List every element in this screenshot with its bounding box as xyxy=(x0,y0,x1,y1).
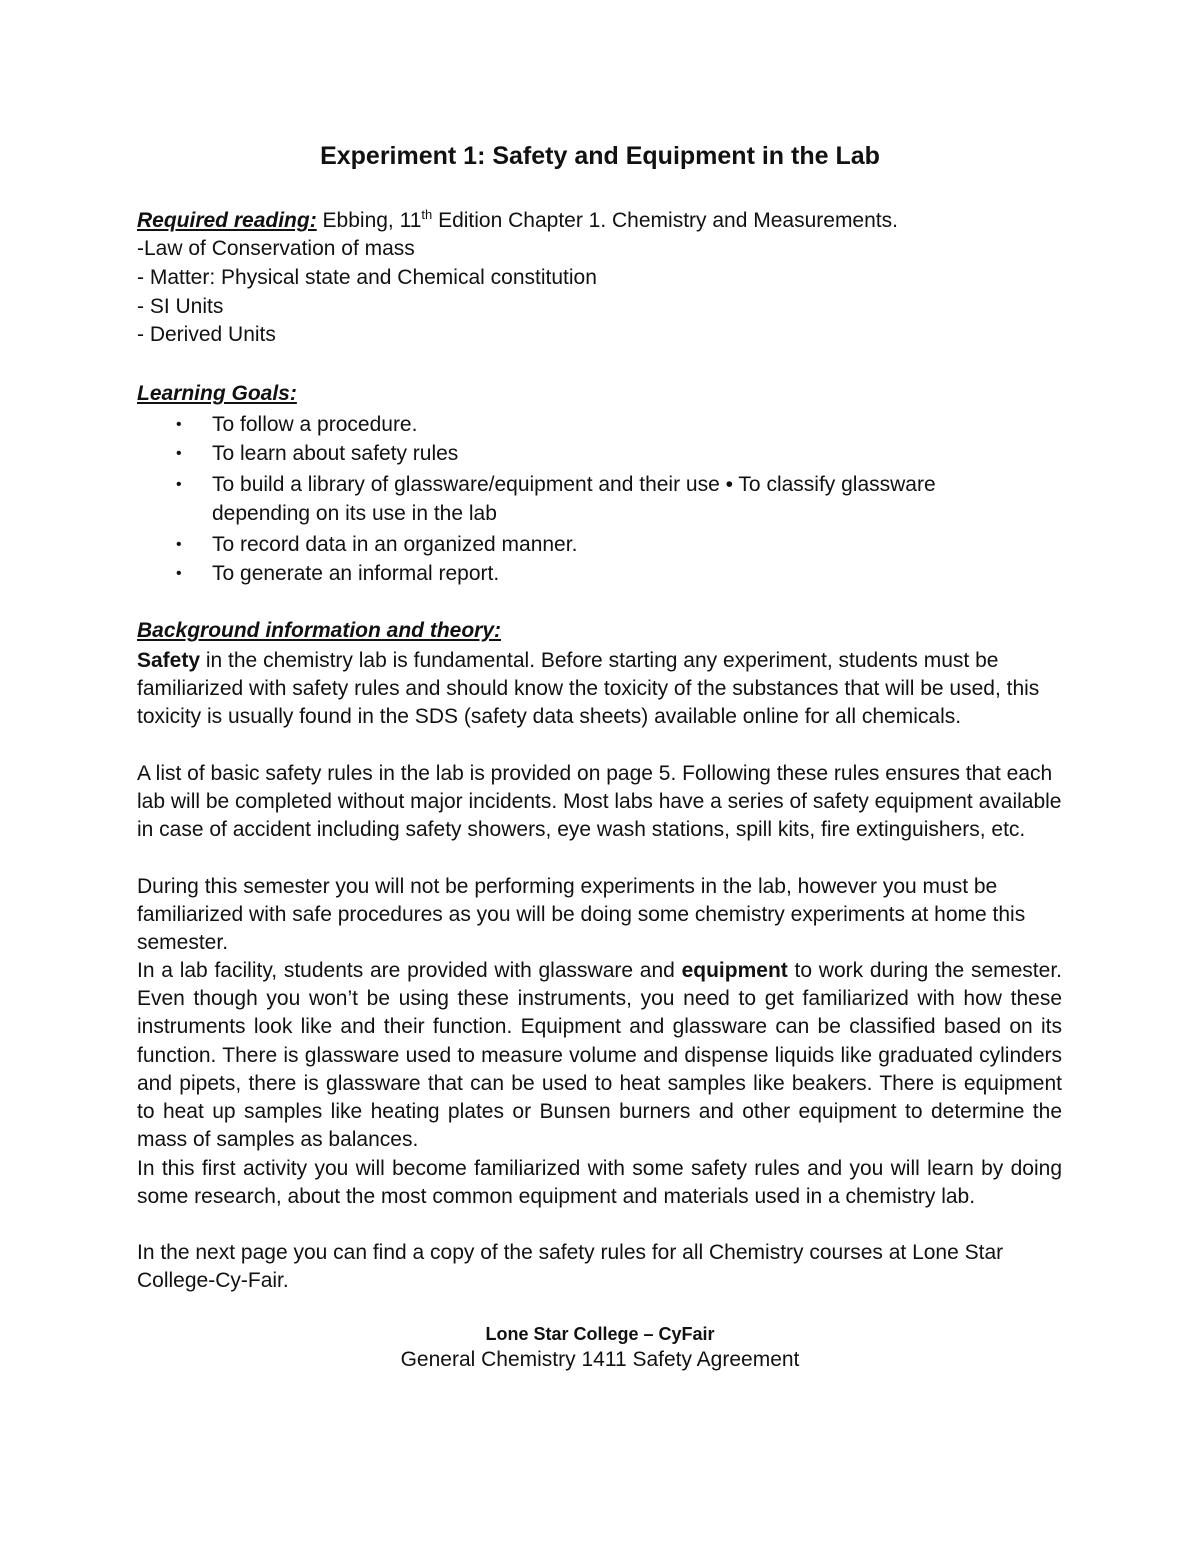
paragraph-text: in the chemistry lab is fundamental. Before starting any experiment, students must be familiarized with safety rules and should know the toxicity of the substances that will be used, this toxicity is usually found in the SDS (safety data sheets) available online for all chemicals. xyxy=(137,649,1040,729)
background-paragraph-4 xyxy=(137,957,1062,1154)
goal-item xyxy=(176,471,936,499)
goal-text: To record data in an organized manner. xyxy=(212,533,578,556)
background-paragraph-5: In this first activity you will become familiarized with some safety rules and you will learn by doing some research, about the most common equipment and materials used in a chemistry lab. xyxy=(137,1157,1062,1209)
safety-bold: Safety xyxy=(137,649,201,672)
goal-continuation: depending on its use in the lab xyxy=(212,502,497,525)
background-paragraph-1 xyxy=(137,647,1062,732)
college-name: Lone Star College – CyFair xyxy=(485,1324,715,1344)
bullet-icon: • xyxy=(176,416,182,433)
paragraph-text: to work during the semester. Even though you won’t be using these instruments, you need to get familiarized with how these instruments look like and their function. Equipment and glassware can be classified based on its function. There is glassware used to measure volume and dispense liquids like graduated cylinders and pipets, there is glassware that can be used to heat samples like beakers. There is equipment to heat up samples like heating plates or Bunsen burners and other equipment to determine the mass of samples as balances. xyxy=(137,959,1062,1152)
background-heading: Background information and theory: xyxy=(137,619,502,642)
learning-goals-heading: Learning Goals: xyxy=(137,382,297,405)
goal-text: To learn about safety rules xyxy=(212,442,459,465)
edition-superscript: th xyxy=(421,207,433,222)
paragraph-text: In a lab facility, students are provided with glassware and xyxy=(137,959,682,982)
bullet-icon: • xyxy=(176,476,182,493)
required-reading-text: Ebbing, 11 xyxy=(316,209,422,232)
reading-item: - Derived Units xyxy=(137,323,276,346)
reading-item: - Matter: Physical state and Chemical constitution xyxy=(137,266,597,289)
equipment-bold: equipment xyxy=(681,959,788,982)
required-reading-label: Required reading: xyxy=(137,209,317,232)
background-paragraph-2: A list of basic safety rules in the lab is provided on page 5. Following these rules ensures that each lab will be completed without major incidents. Most labs have a series of safety equipment available in case of accident including safety showers, eye wash stations, spill kits, fire extinguishers, etc. xyxy=(137,762,1062,842)
goal-text: To build a library of glassware/equipment and their use • To classify glassware xyxy=(212,473,936,496)
bullet-icon: • xyxy=(176,536,182,553)
bullet-icon: • xyxy=(176,565,182,582)
background-paragraph-6: In the next page you can find a copy of the safety rules for all Chemistry courses at Lone Star College-Cy-Fair. xyxy=(137,1241,1004,1293)
goal-item xyxy=(176,560,499,588)
background-paragraph-3: During this semester you will not be performing experiments in the lab, however you must be familiarized with safe procedures as you will be doing some chemistry experiments at home this semester. xyxy=(137,875,1026,955)
goal-item xyxy=(176,411,417,439)
goal-text: To follow a procedure. xyxy=(212,413,418,436)
page-title: Experiment 1: Safety and Equipment in the Lab xyxy=(320,142,880,170)
bullet-icon: • xyxy=(176,445,182,462)
reading-item: -Law of Conservation of mass xyxy=(137,237,415,260)
required-reading-line xyxy=(137,207,898,235)
goal-text: To generate an informal report. xyxy=(212,562,500,585)
required-reading-text-rest: Edition Chapter 1. Chemistry and Measurements. xyxy=(432,209,898,232)
safety-agreement-title: General Chemistry 1411 Safety Agreement xyxy=(400,1348,800,1371)
reading-item: - SI Units xyxy=(137,295,224,318)
goal-item xyxy=(176,531,577,559)
goal-item xyxy=(176,440,458,468)
